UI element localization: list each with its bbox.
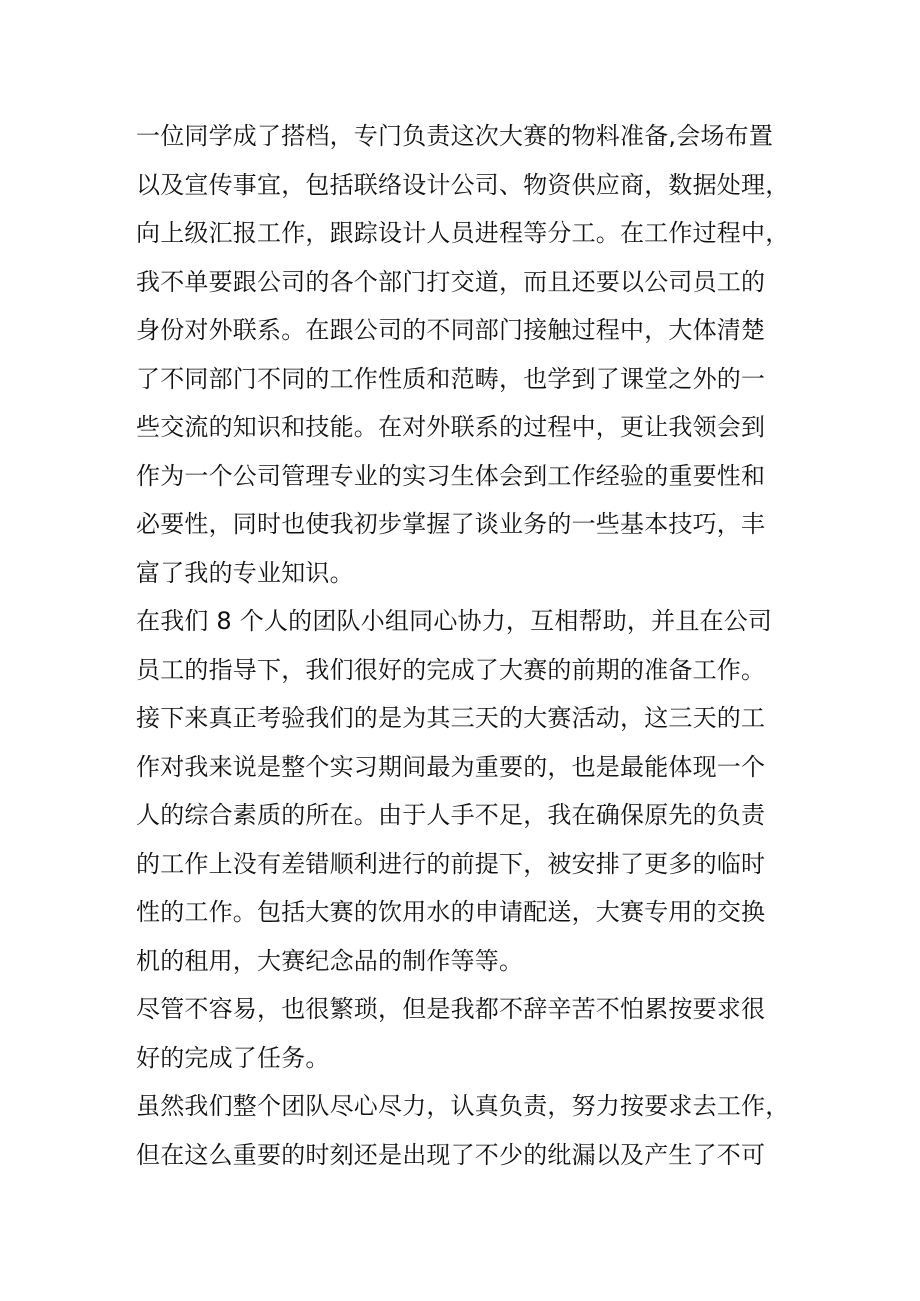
text-line: 以及宣传事宜，包括联络设计公司、物资供应商，数据处理， — [136, 170, 790, 199]
text-line: 必要性，同时也使我初步掌握了谈业务的一些基本技巧，丰 — [136, 510, 766, 538]
text-line: 我不单要跟公司的各个部门打交道，而且还要以公司员工的 — [136, 267, 766, 296]
document-body — [136, 112, 796, 1179]
text-line: 性的工作。包括大赛的饮用水的申请配送，大赛专用的交换 — [136, 898, 766, 926]
text-line: 作对我来说是整个实习期间最为重要的，也是最能体现一个 — [136, 752, 766, 781]
text-line: 身份对外联系。在跟公司的不同部门接触过程中，大体清楚 — [136, 316, 766, 344]
text-line: 富了我的专业知识。 — [136, 558, 354, 587]
text-line: 员工的指导下，我们很好的完成了大赛的前期的准备工作。 — [136, 655, 766, 684]
text-line: 向上级汇报工作，跟踪设计人员进程等分工。在工作过程中， — [136, 219, 790, 247]
text-line: 但在这么重要的时刻还是出现了不少的纰漏以及产生了不可 — [136, 1140, 766, 1169]
text-line: 人的综合素质的所在。由于人手不足，我在确保原先的负责 — [136, 801, 766, 829]
text-line: 好的完成了任务。 — [136, 1043, 330, 1072]
text-line: 了不同部门不同的工作性质和范畴，也学到了课堂之外的一 — [136, 364, 766, 393]
text-line: 作为一个公司管理专业的实习生体会到工作经验的重要性和 — [136, 461, 766, 490]
text-line: 尽管不容易，也很繁琐，但是我都不辞辛苦不怕累按要求很 — [136, 995, 766, 1023]
text-line: 些交流的知识和技能。在对外联系的过程中，更让我领会到 — [136, 413, 766, 441]
text-line: 一位同学成了搭档，专门负责这次大赛的物料准备,会场布置 — [136, 122, 774, 150]
text-line: 在我们 8 个人的团队小组同心协力，互相帮助，并且在公司 — [136, 607, 773, 635]
text-line: 机的租用，大赛纪念品的制作等等。 — [136, 946, 524, 975]
text-line: 接下来真正考验我们的是为其三天的大赛活动，这三天的工 — [136, 704, 766, 732]
text-line: 的工作上没有差错顺利进行的前提下，被安排了更多的临时 — [136, 849, 766, 878]
text-line: 虽然我们整个团队尽心尽力，认真负责，努力按要求去工作， — [136, 1092, 790, 1120]
